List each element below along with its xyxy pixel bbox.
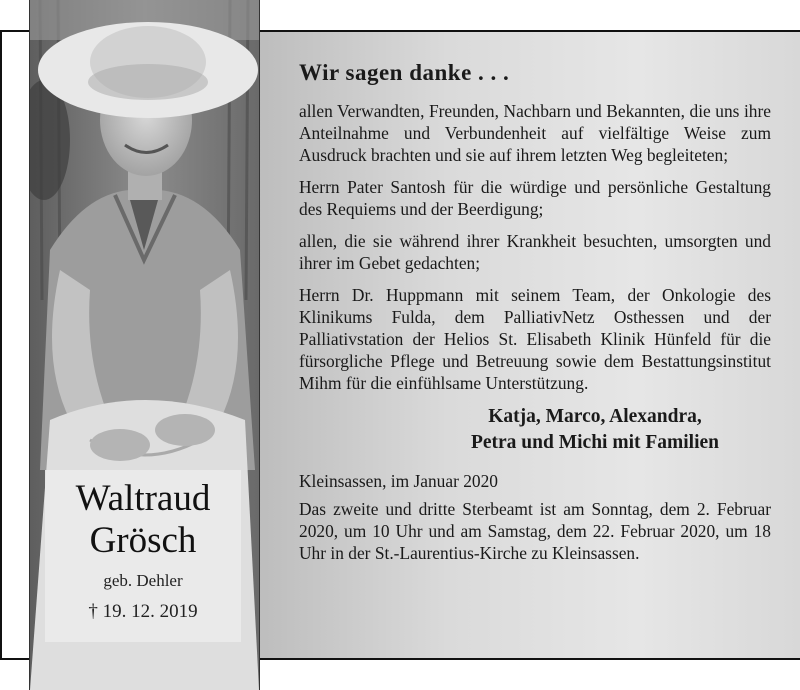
death-date: † 19. 12. 2019: [88, 601, 198, 622]
place-date: Kleinsassen, im Januar 2020: [299, 471, 498, 491]
signers: [419, 404, 771, 456]
signers-line-1: Katja, Marco, Alexandra,: [488, 406, 702, 427]
signers-line-2: Petra und Michi mit Familien: [470, 432, 720, 453]
thanks-paragraph: Herrn Dr. Huppmann mit seinem Team, der Onkologie des Klinikums Fulda, dem PalliativNetz Osthessen und der Palliativstation der Helios St. Elisabeth Klinik Hünfeld für die fürsorgliche Pflege und Betreuung sowie dem Bestattungsinstitut Mihm für die einfühlsame Unterstützung.: [299, 285, 771, 393]
notice-content: [299, 50, 771, 574]
thanks-paragraph: allen Verwandten, Freunden, Nachbarn und Bekannten, die uns ihre Anteilnahme und Verbundenheit auf vielfältige Weise zum Ausdruck brachten und sie auf ihrem letzten Weg begleiteten;: [299, 101, 771, 165]
thanks-paragraph: allen, die sie während ihrer Krankheit besuchten, umsorgten und ihrer im Gebet gedachten;: [299, 231, 771, 273]
birth-name: geb. Dehler: [103, 571, 183, 590]
thanks-paragraph: Herrn Pater Santosh für die würdige und persönliche Gestaltung des Requiems und der Beerdigung;: [299, 177, 771, 219]
service-info: Das zweite und dritte Sterbeamt ist am Sonntag, dem 2. Februar 2020, um 10 Uhr und am Samstag, dem 22. Februar 2020, um 18 Uhr in der St.-Laurentius-Kirche zu Kleinsassen.: [299, 499, 771, 563]
deceased-first-name: Waltraud: [75, 478, 211, 519]
deceased-last-name: Grösch: [89, 520, 197, 561]
name-box: [45, 470, 241, 642]
notice-heading: Wir sagen danke . . .: [299, 60, 510, 85]
